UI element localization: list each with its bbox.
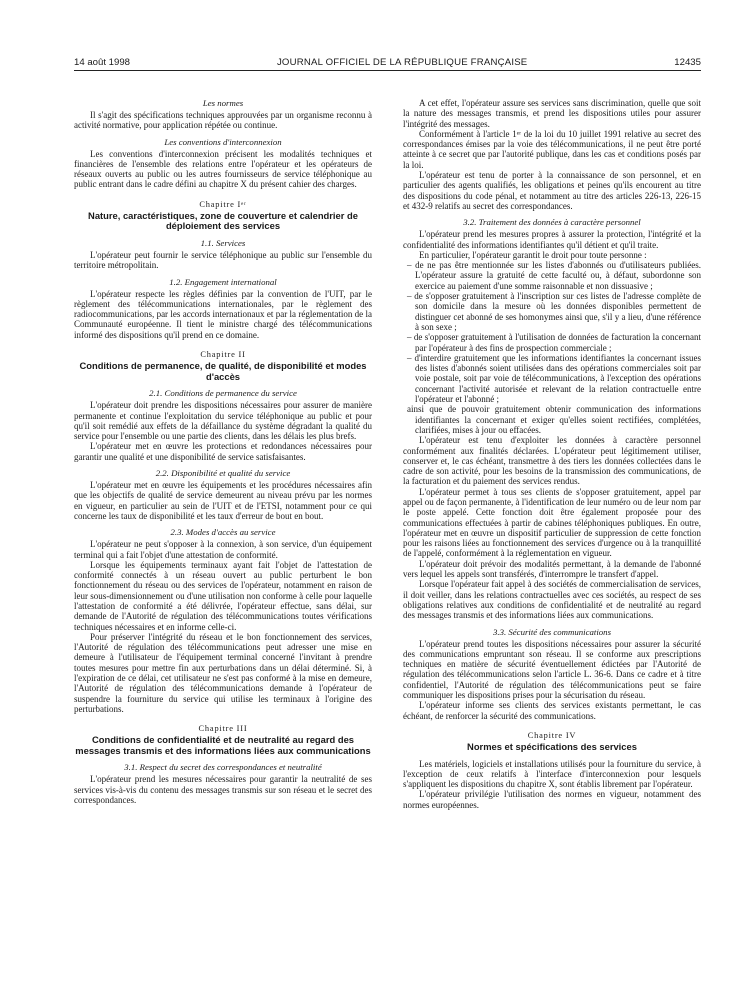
paragraph: L'opérateur prend les mesures nécessaires pour garantir la neutralité de ses services vis-à-vis du contenu des messages transmis sur son réseau et le secret des correspondances.	[74, 774, 372, 806]
page-header	[74, 54, 701, 68]
chapter-title-3: Conditions de confidentialité et de neutralité au regard des messages transmis et des informations liées aux communications	[75, 734, 371, 756]
paragraph: Il s'agit des spécifications techniques approuvées par un organisme reconnu à activité normative, pour application répétée ou continue.	[74, 110, 372, 131]
section-title-3-1: 3.1. Respect du secret des correspondances et neutralité	[124, 762, 322, 773]
paragraph: L'opérateur respecte les règles définies par la convention de l'UIT, par le règlement des télécommunications internationales, par le règlement des radiocommunications, par les accords internationaux et par la réglementation de la Communauté européenne. Il tient le ministre chargé des télécommunications informé des dispositions qu'il prend en ce domaine.	[74, 288, 372, 340]
section-title-2-3: 2.3. Modes d'accès au service	[170, 527, 276, 538]
paragraph: Conformément à l'article 1ᵉʳ de la loi du 10 juillet 1991 relative au secret des correspondances émises par la voie des télécommunications, il ne peut être porté atteinte à ce secret que par l'autorité publique, dans les cas et conditions posés par la loi.	[403, 128, 701, 170]
paragraph: L'opérateur ne peut s'opposer à la connexion, à son service, d'un équipement terminal qui a fait l'objet d'une attestation de conformité.	[74, 539, 372, 560]
section-title-conventions: Les conventions d'interconnexion	[164, 136, 282, 147]
chapter-label-3: Chapitre III	[198, 724, 248, 734]
paragraph: L'opérateur est tenu d'exploiter les données à caractère personnel conformément aux finalités déclarées. L'opérateur peut légitimement utiliser, conserver et, le cas échéant, transmettre à des tiers les données collectées dans le cadre de son activité, pour les besoins de la transmission des communications, de la facturation et du paiement des services rendus.	[403, 435, 701, 487]
paragraph: L'opérateur prend toutes les dispositions nécessaires pour assurer la sécurité des communications empruntant son réseau. Il se conforme aux prescriptions techniques en matière de sécurité éventuellement édictées par l'Autorité de régulation des télécommunications selon l'article L. 36-6. Dans ce cadre et à titre confidentiel, l'Autorité de régulation des télécommunications peut se faire communiquer les dispositions prises pour la sécurisation du réseau.	[403, 638, 701, 701]
section-title-normes: Les normes	[202, 98, 244, 108]
paragraph: L'opérateur peut fournir le service téléphonique au public sur l'ensemble du territoire métropolitain.	[74, 249, 372, 271]
section-title-1-1: 1.1. Services	[200, 237, 246, 248]
section-title-1-2: 1.2. Engagement international	[169, 276, 277, 287]
section-title-3-3: 3.3. Sécurité des communications	[492, 626, 611, 637]
list-item: – de s'opposer gratuitement à l'inscription sur ces listes de l'adresse complète de son domicile dans la mesure où les données disponibles permettent de distinguer cet abonné de ses homonymes ainsi que, s'il y a lieu, d'une référence à son sexe ;	[407, 291, 701, 332]
rights-list	[403, 260, 701, 435]
chapter-title-2: Conditions de permanence, de qualité, de disponibilité et modes d'accès	[79, 360, 367, 382]
paragraph: Lorsque les équipements terminaux ayant fait l'objet de l'attestation de conformité connectés à un réseau ouvert au public perturbent le bon fonctionnement du réseau ou des services de l'opérateur, notamment en raison de leur sous-dimensionnement ou d'une utilisation non conforme à celle pour laquelle l'attestation de conformité a été délivrée, l'opérateur effectue, sans délai, sur demande de l'Autorité de régulation des télécommunications toutes vérifications techniques nécessaires et en informe celle-ci.	[74, 559, 372, 632]
paragraph: L'opérateur privilégie l'utilisation des normes en vigueur, notamment des normes européennes.	[403, 789, 701, 810]
header-rule	[74, 70, 701, 71]
paragraph: A cet effet, l'opérateur assure ses services sans discrimination, quelle que soit la nature des messages transmis, et prend les dispositions utiles pour assurer l'intégrité des messages.	[403, 98, 701, 129]
section-title-2-2: 2.2. Disponibilité et qualité du service	[155, 468, 291, 479]
paragraph: L'opérateur doit prendre les dispositions nécessaires pour assurer de manière permanente et continue l'exploitation du service téléphonique au public et pour qu'il soit remédié aux effets de la défaillance du système dégradant la qualité du service pour l'ensemble ou une partie des clients, dans les délais les plus brefs.	[74, 400, 372, 442]
header-title: JOURNAL OFFICIEL DE LA RÉPUBLIQUE FRANÇAISE	[276, 57, 528, 68]
right-column	[403, 98, 701, 810]
paragraph: Les matériels, logiciels et installations utilisés pour la fourniture du service, à l'exception de ceux relatifs à l'interface d'interconnexion pour lesquels s'appliquent les dispositions du chapitre X, sont établis librement par l'opérateur.	[403, 758, 701, 790]
section-title-3-2: 3.2. Traitement des données à caractère personnel	[463, 217, 641, 228]
paragraph: En particulier, l'opérateur garantit le droit pour toute personne :	[419, 249, 647, 260]
paragraph: L'opérateur met en œuvre les équipements et les procédures nécessaires afin que les objectifs de qualité de service demeurent au niveau prévu par les normes en vigueur, en particulier au sein de l'UIT et de l'ETSI, notamment pour ce qui concerne les taux de disponibilité et les taux d'erreur de bout en bout.	[74, 480, 372, 521]
list-item: – d'interdire gratuitement que les informations identifiantes la concernant issues des listes d'abonnés soient utilisées dans des opérations commerciales soit par voie postale, soit par voie de télécommunications, à l'exception des opérations concernant l'activité autorisée et relevant de la relation contractuelle entre l'opérateur et l'abonné ;	[407, 352, 701, 405]
list-item: – de ne pas être mentionnée sur les listes d'abonnés ou d'utilisateurs publiées. L'opérateur assure la gratuité de cette faculté ou, à défaut, subordonne son exercice au paiement d'une somme raisonnable et non dissuasive ;	[407, 260, 701, 291]
left-column	[74, 98, 372, 810]
chapter-label-2: Chapitre II	[200, 350, 246, 360]
section-title-2-1: 2.1. Conditions de permanence du service	[149, 388, 297, 399]
paragraph: L'opérateur met en œuvre les protections et redondances nécessaires pour garantir une qualité et une disponibilité de service satisfaisantes.	[74, 441, 372, 462]
paragraph: L'opérateur est tenu de porter à la connaissance de son personnel, et en particulier des agents qualifiés, les obligations et peines qu'ils encourent au titre des dispositions du code pénal, et notamment au titre des articles 226-13, 226-15 et 432-9 relatifs au secret des correspondances.	[403, 170, 701, 211]
text-columns	[74, 98, 701, 810]
paragraph: L'opérateur doit prévoir des modalités permettant, à la demande de l'abonné vers lequel les appels sont transférés, d'interrompre le transfert d'appel.	[403, 558, 701, 580]
paragraph: L'opérateur informe ses clients des services existants permettant, le cas échéant, de renforcer la sécurité des communications.	[403, 700, 701, 721]
paragraph: Lorsque l'opérateur fait appel à des sociétés de commercialisation de services, il doit veiller, dans les relations contractuelles avec ces sociétés, au respect de ses obligations relatives aux conditions de confidentialité et de neutralité au regard des messages transmis et des informations liées aux communications.	[403, 579, 701, 621]
chapter-label-1: Chapitre Iᵉʳ	[199, 199, 247, 209]
chapter-label-4: Chapitre IV	[527, 730, 577, 740]
list-item: – de s'opposer gratuitement à l'utilisation de données de facturation la concernant par l'opérateur à des fins de prospection commerciale ;	[407, 332, 701, 353]
header-page-number: 12435	[674, 57, 701, 68]
paragraph: L'opérateur permet à tous ses clients de s'opposer gratuitement, appel par appel ou de façon permanente, à l'identification de leur numéro ou de leur nom par le poste appelé. Cette fonction doit être également proposée pour des communications effectuées à partir de cabines téléphoniques publiques. En outre, l'opérateur met en œuvre un dispositif particulier de suppression de cette fonction pour les raisons liées au fonctionnement des services d'urgence ou à la tranquillité de l'appelé, conformément à la réglementation en vigueur.	[403, 486, 701, 559]
chapter-title-1: Nature, caractéristiques, zone de couverture et calendrier de déploiement des services	[88, 209, 358, 232]
header-date: 14 août 1998	[74, 57, 131, 68]
list-item: ainsi que de pouvoir gratuitement obtenir communication des informations identifiantes la concernant et exiger qu'elles soient rectifiées, complétées, clarifiées, mises à jour ou effacées.	[407, 404, 701, 435]
paragraph: L'opérateur prend les mesures propres à assurer la protection, l'intégrité et la confidentialité des informations identifiantes qu'il détient et qu'il traite.	[403, 229, 701, 250]
paragraph: Pour préserver l'intégrité du réseau et le bon fonctionnement des services, l'Autorité de régulation des télécommunications peut adresser une mise en demeure à l'utilisateur de l'équipement terminal concerné l'invitant à prendre toutes mesures pour mettre fin aux perturbations dans un délai déterminé. Si, à l'expiration de ce délai, cet utilisateur ne s'est pas conformé à la mise en demeure, l'Autorité de régulation des télécommunications demande à l'opérateur de suspendre la fourniture du service qui utilise les terminaux à l'origine des perturbations.	[74, 631, 372, 714]
chapter-title-4: Normes et spécifications des services	[467, 740, 637, 752]
paragraph: Les conventions d'interconnexion précisent les modalités techniques et financières de l'ensemble des relations entre l'opérateur et les opérateurs de réseaux ouverts au public ou les autres fournisseurs de service téléphonique au public entrant dans le cadre défini au chapitre X du présent cahier des charges.	[74, 148, 372, 190]
